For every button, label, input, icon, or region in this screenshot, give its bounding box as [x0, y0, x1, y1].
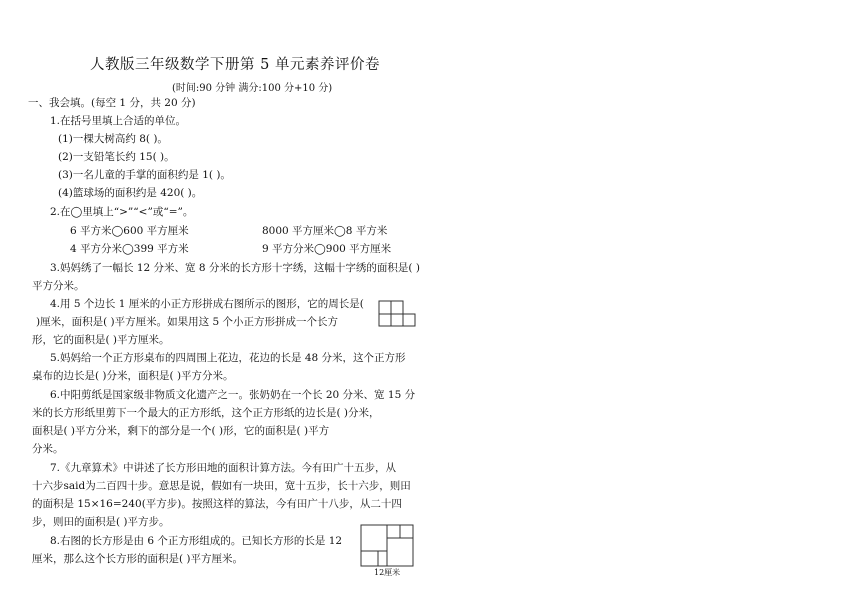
compare-4: 9 平方分米◯900 平方厘米 [262, 243, 392, 255]
figure-length-label: 12厘米 [374, 568, 401, 577]
question-1: 1.在括号里填上合适的单位。 [50, 115, 187, 127]
question-7-line-3: 的面积是 15×16=240(平方步)。按照这样的算法，今有田广十八步，从二十四 [32, 498, 402, 510]
section-heading: 一、我会填。(每空 1 分，共 20 分) [28, 97, 196, 109]
question-4-line-3: 形，它的面积是( )平方厘米。 [32, 334, 170, 346]
question-6-line-3: 面积是( )平方分米，剩下的部分是一个( )形，它的面积是( )平方 [32, 425, 330, 437]
question-4-line-2: )厘米，面积是( )平方厘米。如果用这 5 个小正方形拼成一个长方 [36, 316, 338, 328]
compare-3: 4 平方分米◯399 平方米 [70, 243, 189, 255]
question-7-line-2: 十六步said为二百四十步。意思是说，假如有一块田，宽十五步，长十六步，则田 [32, 480, 411, 492]
question-1-item-4: (4)篮球场的面积约是 420( )。 [58, 187, 203, 199]
six-squares-rectangle-figure [360, 524, 416, 568]
question-3-line-1: 3.妈妈绣了一幅长 12 分米、宽 8 分米的长方形十字绣，这幅十字绣的面积是( ) [50, 262, 420, 274]
question-7-line-1: 7.《九章算术》中讲述了长方形田地的面积计算方法。今有田广十五步，从 [50, 462, 397, 474]
question-6-line-2: 米的长方形纸里剪下一个最大的正方形纸，这个正方形纸的边长是( )分米， [32, 407, 380, 419]
compare-1: 6 平方米◯600 平方厘米 [70, 225, 189, 237]
five-squares-figure [378, 300, 418, 328]
question-1-item-1: (1)一棵大树高约 8( )。 [58, 133, 168, 145]
question-1-item-2: (2)一支铅笔长约 15( )。 [58, 151, 175, 163]
page-title: 人教版三年级数学下册第 5 单元素养评价卷 [90, 57, 380, 73]
question-8-line-1: 8.右图的长方形是由 6 个正方形组成的。已知长方形的长是 12 [50, 535, 343, 547]
question-6-line-1: 6.中阳剪纸是国家级非物质文化遗产之一。张奶奶在一个长 20 分米、宽 15 分 [50, 389, 416, 401]
page-subtitle: (时间:90 分钟 满分:100 分+10 分) [172, 83, 333, 94]
compare-2: 8000 平方厘米◯8 平方米 [262, 225, 388, 237]
question-5-line-1: 5.妈妈给一个正方形桌布的四周围上花边，花边的长是 48 分米，这个正方形 [50, 352, 406, 364]
question-5-line-2: 桌布的边长是( )分米，面积是( )平方分米。 [32, 370, 234, 382]
question-3-line-2: 平方分米。 [32, 280, 85, 292]
question-8-line-2: 厘米，那么这个长方形的面积是( )平方厘米。 [32, 553, 244, 565]
question-6-line-4: 分米。 [32, 443, 64, 455]
question-7-line-4: 步，则田的面积是( )平方步。 [32, 516, 170, 528]
question-1-item-3: (3)一名儿童的手掌的面积约是 1( )。 [58, 169, 231, 181]
question-4-line-1: 4.用 5 个边长 1 厘米的小正方形拼成右图所示的图形，它的周长是( [50, 298, 364, 310]
question-2: 2.在◯里填上“>”“<”或“=”。 [50, 206, 194, 218]
